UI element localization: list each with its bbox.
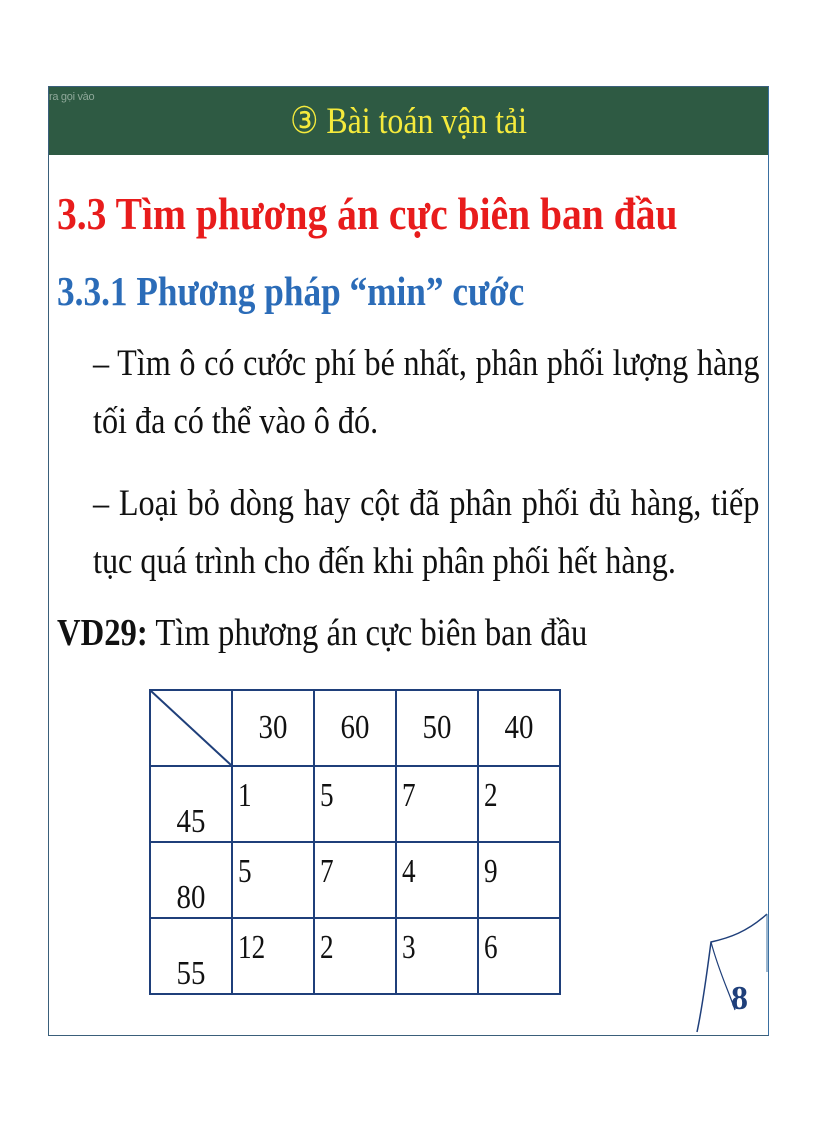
table-row	[150, 918, 560, 994]
cost-cell	[314, 918, 396, 994]
cost-value: 4	[402, 853, 416, 890]
cost-cell	[478, 766, 560, 842]
demand-value: 40	[504, 709, 534, 746]
demand-cell	[396, 690, 478, 766]
cost-cell	[478, 918, 560, 994]
supply-cell	[150, 842, 232, 918]
cost-value: 1	[238, 777, 252, 814]
slide-header	[49, 87, 768, 155]
supply-cell	[150, 766, 232, 842]
section-subtitle: 3.3.1 Phương pháp “min” cước	[57, 268, 525, 314]
table-row	[150, 842, 560, 918]
cost-cell	[396, 766, 478, 842]
slide	[48, 86, 769, 1036]
demand-value: 50	[422, 709, 452, 746]
example-label: VD29:	[57, 612, 148, 654]
cost-value: 9	[484, 853, 498, 890]
cost-value: 2	[484, 777, 498, 814]
table-corner-cell	[150, 690, 232, 766]
diagonal-line	[151, 691, 231, 765]
cost-cell	[314, 766, 396, 842]
cost-value: 3	[402, 929, 416, 966]
supply-value: 80	[176, 879, 206, 916]
paragraph-1: – Tìm ô có cước phí bé nhất, phân phối lượng hàng tối đa có thể vào ô đó.	[93, 343, 760, 442]
demand-value: 60	[340, 709, 370, 746]
supply-value: 45	[176, 803, 206, 840]
supply-cell	[150, 918, 232, 994]
cost-value: 2	[320, 929, 334, 966]
cost-value: 7	[402, 777, 416, 814]
cost-cell	[478, 842, 560, 918]
demand-cell	[232, 690, 314, 766]
cost-cell	[232, 918, 314, 994]
example-text: Tìm phương án cực biên ban đầu	[147, 612, 588, 654]
cost-cell	[396, 918, 478, 994]
table-header-row	[150, 690, 560, 766]
cost-value: 5	[320, 777, 334, 814]
demand-cell	[478, 690, 560, 766]
demand-value: 30	[258, 709, 288, 746]
demand-cell	[314, 690, 396, 766]
example-line	[57, 611, 587, 655]
table-row	[150, 766, 560, 842]
cost-cell	[314, 842, 396, 918]
transport-table	[149, 689, 561, 995]
cost-cell	[396, 842, 478, 918]
cost-cell	[232, 842, 314, 918]
header-small-label: ra gọi vào	[49, 91, 95, 103]
paragraph-2: – Loại bỏ dòng hay cột đã phân phối đủ hàng, tiếp tục quá trình cho đến khi phân phối hết hàng.	[93, 483, 760, 582]
supply-value: 55	[176, 955, 206, 992]
cost-cell	[232, 766, 314, 842]
header-title: ③ Bài toán vận tải	[289, 101, 528, 142]
page-number: 8	[731, 980, 748, 1017]
cost-value: 5	[238, 853, 252, 890]
cost-value: 6	[484, 929, 498, 966]
cost-value: 7	[320, 853, 334, 890]
section-title: 3.3 Tìm phương án cực biên ban đầu	[57, 188, 678, 239]
cost-value: 12	[238, 929, 266, 966]
